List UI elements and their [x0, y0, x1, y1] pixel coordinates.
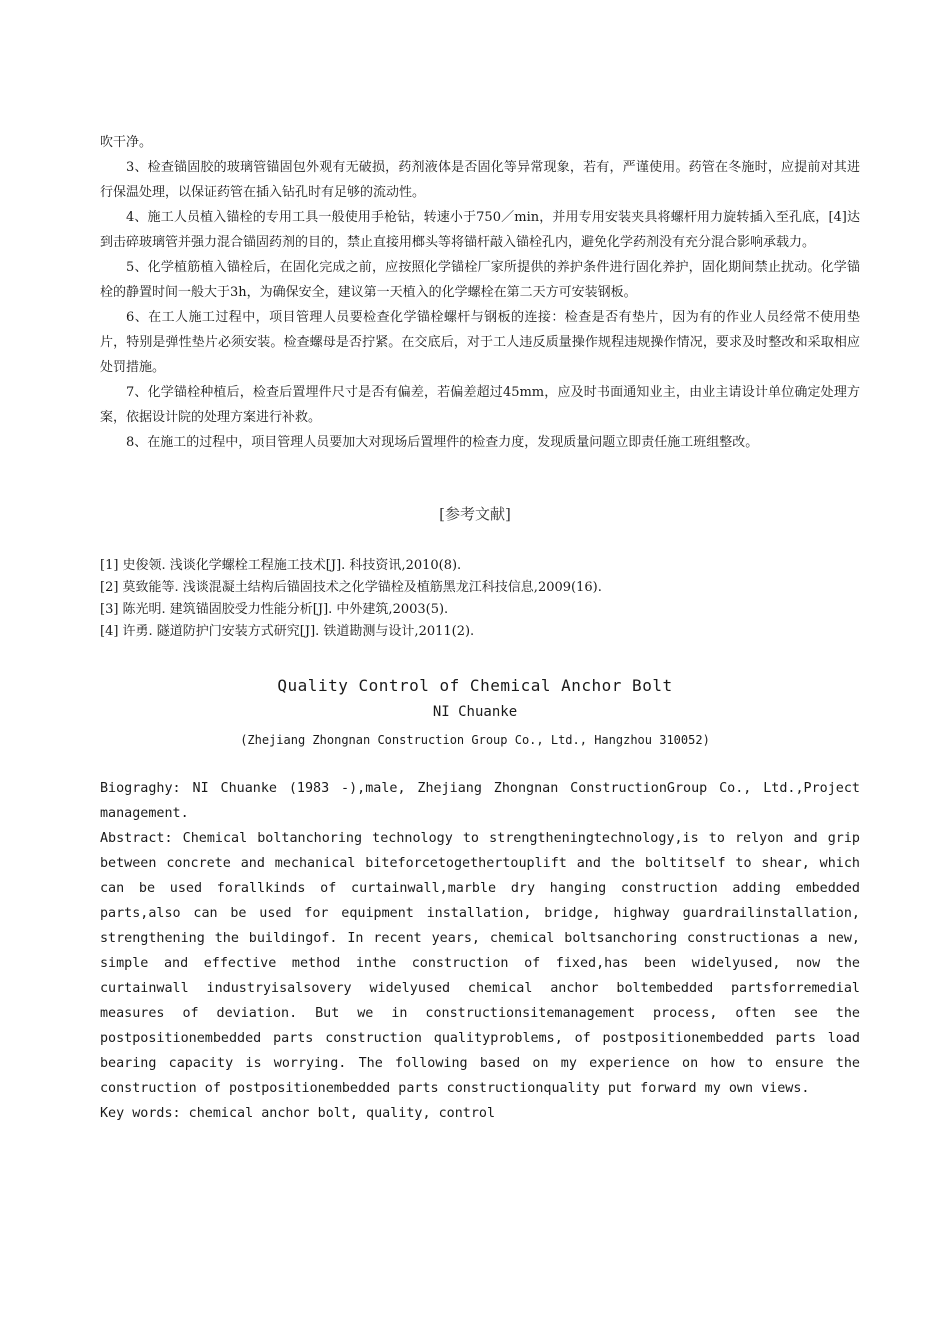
paragraph-0: 吹干净。: [100, 135, 153, 150]
english-title: Quality Control of Chemical Anchor Bolt: [277, 676, 673, 695]
reference-item-3: [3] 陈光明. 建筑锚固胶受力性能分析[J]. 中外建筑,2003(5).: [100, 602, 449, 617]
paragraph-5: 7、化学锚栓种植后，检查后置埋件尺寸是否有偏差，若偏差超过45mm，应及时书面通知业主，由业主请设计单位确定处理方案，依据设计院的处理方案进行补救。: [100, 385, 860, 425]
paragraph-6: 8、在施工的过程中，项目管理人员要加大对现场后置埋件的检查力度，发现质量问题立即责任施工班组整改。: [126, 435, 759, 450]
reference-item-2: [2] 莫致能等. 浅谈混凝土结构后锚固技术之化学锚栓及植筋黑龙江科技信息,2009(16).: [100, 580, 602, 595]
paragraph-3: 5、化学植筋植入锚栓后，在固化完成之前，应按照化学锚栓厂家所提供的养护条件进行固化养护，固化期间禁止扰动。化学锚栓的静置时间一般大于3h，为确保安全，建议第一天植入的化学螺栓在第二天方可安装钢板。: [100, 260, 860, 300]
english-affiliation: (Zhejiang Zhongnan Construction Group Co., Ltd., Hangzhou 310052): [240, 733, 710, 747]
biography: Biograghy: NI Chuanke (1983 -),male, Zhejiang Zhongnan ConstructionGroup Co., Ltd.,Project management.: [100, 781, 860, 821]
chinese-body: [100, 130, 860, 455]
english-body: [100, 776, 860, 1126]
paragraph-4: 6、在工人施工过程中，项目管理人员要检查化学锚栓螺杆与钢板的连接：检查是否有垫片，因为有的作业人员经常不使用垫片，特别是弹性垫片必须安装。检查螺母是否拧紧。在交底后，对于工人违反质量操作规程违规操作情况，要求及时整改和采取相应处罚措施。: [100, 310, 860, 375]
keywords: Key words: chemical anchor bolt, quality, control: [100, 1106, 496, 1121]
reference-item-4: [4] 许勇. 隧道防护门安装方式研究[J]. 铁道勘测与设计,2011(2).: [100, 624, 475, 639]
references-list: [100, 555, 860, 643]
paragraph-1: 3、检查锚固胶的玻璃管锚固包外观有无破损，药剂液体是否固化等异常现象，若有，严谨使用。药管在冬施时，应提前对其进行保温处理，以保证药管在插入钻孔时有足够的流动性。: [100, 160, 860, 200]
references-title: [参考文献]: [439, 505, 511, 523]
abstract: Abstract: Chemical boltanchoring technology to strengtheningtechnology,is to relyon and grip between concrete and mechanical biteforcetogethertouplift and the boltitself to shear, which can be used forallkinds of curtainwall,marble dry hanging construction adding embedded parts,also can be used for equipment installation, bridge, highway guardrailinstallation, strengthening the buildingof. In recent years, chemical boltsanchoring constructionas a new, simple and effective method inthe construction of fixed,has been widelyused, now the curtainwall industryisalsovery widelyused chemical anchor boltembedded partsforremedial measures of deviation. But we in constructionsitemanagement process, often see the postpositionembedded parts construction qualityproblems, of postpositionembedded parts load bearing capacity is worrying. The following based on my experience on how to ensure the construction of postpositionembedded parts constructionquality put forward my own views.: [100, 831, 860, 1096]
reference-item-1: [1] 史俊领. 浅谈化学螺栓工程施工技术[J]. 科技资讯,2010(8).: [100, 558, 462, 573]
paragraph-2: 4、施工人员植入锚栓的专用工具一般使用手枪钻，转速小于750／min，并用专用安装夹具将螺杆用力旋转插入至孔底，[4]达到击碎玻璃管并强力混合锚固药剂的目的，禁止直接用榔头等将锚杆敲入锚栓孔内，避免化学药剂没有充分混合影响承载力。: [100, 210, 860, 250]
english-author: NI Chuanke: [432, 704, 518, 720]
